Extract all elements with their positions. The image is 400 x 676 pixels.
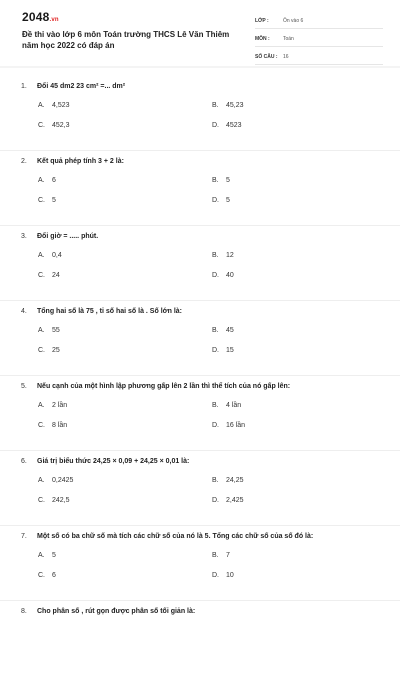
option-text: 2 lần (52, 402, 68, 409)
option-text: 5 (52, 552, 56, 559)
option-text: 2,425 (226, 497, 244, 504)
answer-option[interactable] (212, 477, 244, 484)
question-text: Nếu cạnh của một hình lập phương gấp lên 2 lần thì thể tích của nó gấp lên: (37, 383, 291, 390)
option-text: 5 (226, 197, 230, 204)
question-number: 8. (21, 608, 27, 615)
answer-option[interactable] (212, 102, 244, 109)
answer-option[interactable] (212, 177, 230, 184)
answer-option[interactable] (38, 572, 56, 579)
option-letter: B. (212, 477, 219, 484)
option-letter: A. (38, 177, 45, 184)
option-text: 15 (226, 347, 234, 354)
header-divider (0, 66, 400, 68)
option-text: 16 lần (226, 422, 246, 429)
answer-option[interactable] (212, 272, 234, 279)
option-text: 6 (52, 572, 56, 579)
answer-option[interactable] (38, 402, 67, 409)
option-letter: A. (38, 327, 45, 334)
option-letter: C. (38, 347, 45, 354)
option-text: 4 lần (226, 402, 242, 409)
option-text: 25 (52, 347, 60, 354)
question-item (0, 451, 400, 526)
question-text: Đổi giờ = ..... phút. (37, 233, 99, 240)
question-item (0, 226, 400, 301)
question-list (0, 76, 400, 676)
question-number: 6. (21, 458, 27, 465)
question-text: Một số có ba chữ số mà tích các chữ số của nó là 5. Tổng các chữ số của số đó là: (37, 533, 314, 540)
option-letter: C. (38, 272, 45, 279)
meta-question-count: SỐ CÂU : 16 (255, 50, 383, 65)
question-number: 3. (21, 233, 27, 240)
option-text: 10 (226, 572, 234, 579)
answer-option[interactable] (212, 422, 245, 429)
option-text: 55 (52, 327, 60, 334)
question-stem (0, 457, 400, 467)
answer-option[interactable] (38, 272, 60, 279)
option-text: 45,23 (226, 102, 244, 109)
answer-option[interactable] (38, 422, 67, 429)
option-letter: D. (212, 347, 219, 354)
option-letter: D. (212, 422, 219, 429)
option-text: 452,3 (52, 122, 70, 129)
answer-option[interactable] (212, 122, 242, 129)
question-stem (0, 382, 400, 392)
question-item (0, 151, 400, 226)
answer-option[interactable] (38, 552, 56, 559)
answer-option[interactable] (212, 552, 230, 559)
answer-option[interactable] (212, 497, 244, 504)
option-letter: B. (212, 327, 219, 334)
answer-option[interactable] (38, 102, 70, 109)
question-number: 4. (21, 308, 27, 315)
document-title: Đề thi vào lớp 6 môn Toán trường THCS Lê Văn Thiêm năm học 2022 có đáp án (22, 30, 230, 50)
option-text: 8 lần (52, 422, 68, 429)
option-letter: A. (38, 477, 45, 484)
site-logo[interactable]: 2048.vn (22, 10, 59, 24)
answer-option[interactable] (38, 177, 56, 184)
option-letter: B. (212, 252, 219, 259)
question-stem (0, 532, 400, 542)
option-letter: D. (212, 122, 219, 129)
option-text: 4523 (226, 122, 242, 129)
option-letter: C. (38, 572, 45, 579)
option-letter: C. (38, 422, 45, 429)
answer-option[interactable] (212, 402, 241, 409)
option-text: 0,4 (52, 252, 62, 259)
option-letter: A. (38, 552, 45, 559)
question-item (0, 76, 400, 151)
question-item (0, 526, 400, 601)
option-letter: C. (38, 497, 45, 504)
question-stem (0, 157, 400, 167)
option-letter: D. (212, 497, 219, 504)
option-letter: C. (38, 122, 45, 129)
question-text: Kết quả phép tính 3 + 2 là: (37, 158, 124, 165)
answer-option[interactable] (38, 122, 70, 129)
option-text: 0,2425 (52, 477, 74, 484)
answer-option[interactable] (38, 252, 62, 259)
answer-option[interactable] (38, 347, 60, 354)
header (0, 0, 400, 66)
answer-option[interactable] (212, 327, 234, 334)
question-text: Tổng hai số là 75 , tỉ số hai số là . Số lớn là: (37, 308, 183, 315)
question-text: Giá trị biểu thức 24,25 × 0,09 + 24,25 × 0,01 là: (37, 458, 190, 465)
answer-option[interactable] (38, 477, 73, 484)
question-text: Cho phân số , rút gọn được phân số tối giản là: (37, 608, 196, 615)
answer-option[interactable] (212, 252, 234, 259)
question-stem (0, 307, 400, 317)
question-stem (0, 607, 400, 617)
answer-option[interactable] (38, 327, 60, 334)
question-number: 2. (21, 158, 27, 165)
option-letter: B. (212, 402, 219, 409)
option-text: 242,5 (52, 497, 70, 504)
meta-subject: MÔN : Toán (255, 32, 383, 47)
option-text: 45 (226, 327, 234, 334)
option-letter: A. (38, 252, 45, 259)
option-letter: D. (212, 572, 219, 579)
option-letter: C. (38, 197, 45, 204)
option-text: 5 (52, 197, 56, 204)
option-text: 6 (52, 177, 56, 184)
question-stem (0, 82, 400, 92)
option-letter: B. (212, 177, 219, 184)
question-item (0, 376, 400, 451)
answer-option[interactable] (212, 572, 234, 579)
option-letter: B. (212, 102, 219, 109)
option-text: 5 (226, 177, 230, 184)
question-number: 7. (21, 533, 27, 540)
question-item (0, 301, 400, 376)
meta-info (255, 14, 383, 68)
question-number: 1. (21, 83, 27, 90)
option-letter: D. (212, 197, 219, 204)
option-text: 4,523 (52, 102, 70, 109)
question-stem (0, 232, 400, 242)
question-item (0, 601, 400, 676)
meta-class: LỚP : Ôn vào 6 (255, 14, 383, 29)
option-text: 24,25 (226, 477, 244, 484)
answer-option[interactable] (38, 497, 70, 504)
option-letter: A. (38, 402, 45, 409)
answer-option[interactable] (38, 197, 56, 204)
option-letter: B. (212, 552, 219, 559)
answer-option[interactable] (212, 347, 234, 354)
option-letter: A. (38, 102, 45, 109)
option-text: 40 (226, 272, 234, 279)
question-text: Đổi 45 dm2 23 cm² =... dm² (37, 83, 126, 90)
question-number: 5. (21, 383, 27, 390)
option-text: 24 (52, 272, 60, 279)
option-letter: D. (212, 272, 219, 279)
option-text: 12 (226, 252, 234, 259)
option-text: 7 (226, 552, 230, 559)
answer-option[interactable] (212, 197, 230, 204)
